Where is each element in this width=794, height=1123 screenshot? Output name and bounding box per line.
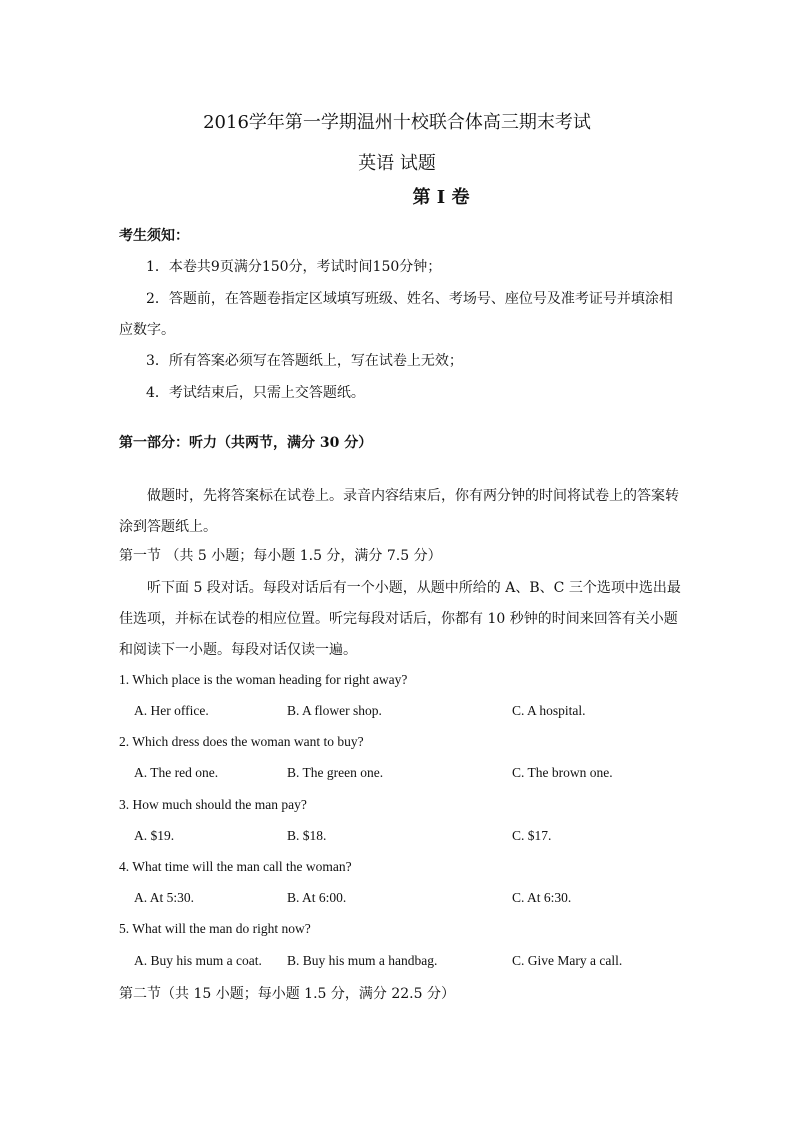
section1-heading: 第一节 （共 5 小题；每小题 1.5 分，满分 7.5 分）: [119, 548, 442, 564]
question-3-option-c: C. $17.: [512, 828, 552, 843]
question-3-option-b: B. $18.: [287, 828, 327, 843]
notice-item-4: 4．考试结束后，只需上交答题纸。: [146, 385, 365, 401]
question-5-option-a: A. Buy his mum a coat.: [134, 953, 262, 968]
question-3: 3. How much should the man pay?: [119, 797, 307, 812]
section1-instr-line2: 佳选项，并标在试卷的相应位置。听完每段对话后，你都有 10 秒钟的时间来回答有关小题: [119, 611, 678, 627]
exam-subject: 英语 试题: [358, 153, 436, 174]
question-1: 1. Which place is the woman heading for right away?: [119, 672, 408, 687]
question-4-option-b: B. At 6:00.: [287, 890, 347, 905]
question-5-option-b: B. Buy his mum a handbag.: [287, 953, 438, 968]
notice-item-3: 3．所有答案必须写在答题纸上，写在试卷上无效；: [146, 353, 463, 369]
question-4-option-c: C. At 6:30.: [512, 890, 572, 905]
volume-label: 第 I 卷: [412, 187, 470, 208]
exam-title: 2016学年第一学期温州十校联合体高三期末考试: [203, 112, 591, 133]
question-1-option-c: C. A hospital.: [512, 703, 586, 718]
section1-instr-line3: 和阅读下一小题。每段对话仅读一遍。: [119, 642, 357, 658]
question-5-option-c: C. Give Mary a call.: [512, 953, 623, 968]
notice-item-2-cont: 应数字。: [119, 322, 175, 338]
question-2-option-b: B. The green one.: [287, 765, 384, 780]
part1-heading: 第一部分：听力（共两节，满分 30 分）: [119, 435, 373, 451]
part1-intro-line1: 做题时，先将答案标在试卷上。录音内容结束后，你有两分钟的时间将试卷上的答案转: [147, 488, 679, 504]
notice-heading: 考生须知：: [119, 228, 189, 244]
question-1-option-a: A. Her office.: [134, 703, 209, 718]
question-2-option-a: A. The red one.: [134, 765, 219, 780]
question-4: 4. What time will the man call the woman?: [119, 859, 352, 874]
question-5: 5. What will the man do right now?: [119, 921, 311, 936]
notice-item-2: 2．答题前，在答题卷指定区域填写班级、姓名、考场号、座位号及准考证号并填涂相: [146, 291, 673, 307]
question-3-option-a: A. $19.: [134, 828, 175, 843]
part1-intro-line2: 涂到答题纸上。: [119, 519, 217, 535]
question-2-option-c: C. The brown one.: [512, 765, 613, 780]
question-1-option-b: B. A flower shop.: [287, 703, 382, 718]
section1-instr-line1: 听下面 5 段对话。每段对话后有一个小题，从题中所给的 A、B、C 三个选项中选出最: [147, 580, 681, 596]
question-4-option-a: A. At 5:30.: [134, 890, 195, 905]
notice-item-1: 1．本卷共9页满分150分，考试时间150分钟；: [146, 259, 442, 275]
question-2: 2. Which dress does the woman want to buy?: [119, 734, 364, 749]
section2-heading: 第二节（共 15 小题；每小题 1.5 分，满分 22.5 分）: [119, 986, 455, 1002]
